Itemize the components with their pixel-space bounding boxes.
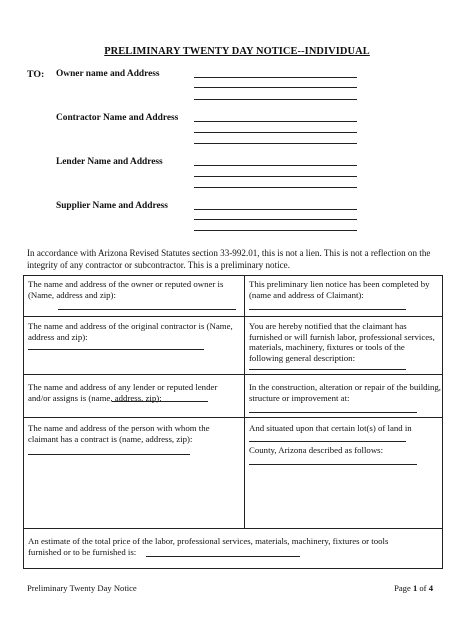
estimate-amount-blank[interactable]	[146, 556, 300, 557]
footer-form-name: Preliminary Twenty Day Notice	[27, 583, 137, 593]
page-current: 1	[412, 583, 418, 593]
owner-address-line-3[interactable]	[194, 99, 357, 100]
supplier-name-address-label: Supplier Name and Address	[56, 201, 168, 211]
estimate-line-2: furnished or to be furnished is:	[28, 547, 137, 557]
to-label: TO:	[27, 69, 45, 80]
contractor-address-line-3[interactable]	[194, 143, 357, 144]
table-row-divider-4	[23, 528, 443, 529]
lender-info-cell: The name and address of any lender or reputed lender and/or assigns is (name, address, zip):	[28, 382, 218, 403]
lender-name-address-label: Lender Name and Address	[56, 157, 163, 167]
contracting-party-blank[interactable]	[28, 454, 190, 455]
lender-address-line-1[interactable]	[194, 165, 357, 166]
original-contractor-cell: The name and address of the original contractor is (Name, address and zip):	[28, 321, 233, 342]
contractor-address-line-2[interactable]	[194, 132, 357, 133]
page-total: 4	[428, 583, 433, 593]
improvement-location-cell: In the construction, alteration or repair of the building, structure or improvement at:	[249, 382, 442, 403]
owner-name-address-label: Owner name and Address	[56, 69, 160, 79]
owner-info-blank[interactable]	[58, 309, 236, 310]
lender-address-line-2[interactable]	[194, 176, 357, 177]
table-row-divider-2	[23, 374, 443, 375]
contracting-party-cell: The name and address of the person with whom the claimant has a contract is (name, address, zip):	[28, 423, 210, 444]
form-title: PRELIMINARY TWENTY DAY NOTICE--INDIVIDUAL	[104, 46, 370, 57]
general-description-blank[interactable]	[249, 369, 406, 370]
estimate-line-1: An estimate of the total price of the labor, professional services, materials, machinery, fixtures or tools	[28, 536, 389, 546]
page-prefix: Page	[394, 583, 413, 593]
claimant-info-blank[interactable]	[249, 309, 406, 310]
owner-address-line-2[interactable]	[194, 87, 357, 88]
general-description-cell: You are hereby notified that the claimant has furnished or will furnish labor, professional services, materials, machinery, fixtures or tools of the following general description:	[249, 321, 435, 363]
improvement-location-blank[interactable]	[249, 412, 417, 413]
supplier-address-line-3[interactable]	[194, 230, 357, 231]
county-description-blank[interactable]	[249, 464, 417, 465]
owner-info-cell: The name and address of the owner or reputed owner is (Name, address and zip):	[28, 279, 224, 300]
original-contractor-blank[interactable]	[28, 349, 204, 350]
table-row-divider-1	[23, 316, 443, 317]
contractor-name-address-label: Contractor Name and Address	[56, 113, 179, 123]
lot-blank[interactable]	[249, 441, 406, 442]
county-description-cell: County, Arizona described as follows:	[249, 445, 384, 455]
owner-address-line-1[interactable]	[194, 77, 357, 78]
table-column-divider	[244, 275, 245, 528]
claimant-info-cell: This preliminary lien notice has been completed by (name and address of Claimant):	[249, 279, 430, 300]
lender-address-line-3[interactable]	[194, 187, 357, 188]
page-of: of	[417, 583, 429, 593]
lender-info-blank[interactable]	[112, 401, 208, 402]
supplier-address-line-2[interactable]	[194, 219, 357, 220]
table-row-divider-3	[23, 417, 443, 418]
lot-description-cell: And situated upon that certain lot(s) of land in	[249, 423, 412, 433]
contractor-address-line-1[interactable]	[194, 121, 357, 122]
supplier-address-line-1[interactable]	[194, 209, 357, 210]
intro-paragraph: In accordance with Arizona Revised Statutes section 33-992.01, this is not a lien. This is not a reflection on the integrity of any contractor or subcontractor. This is a preliminary notice.	[27, 248, 431, 270]
page-number	[394, 583, 433, 593]
notice-table	[23, 275, 443, 569]
